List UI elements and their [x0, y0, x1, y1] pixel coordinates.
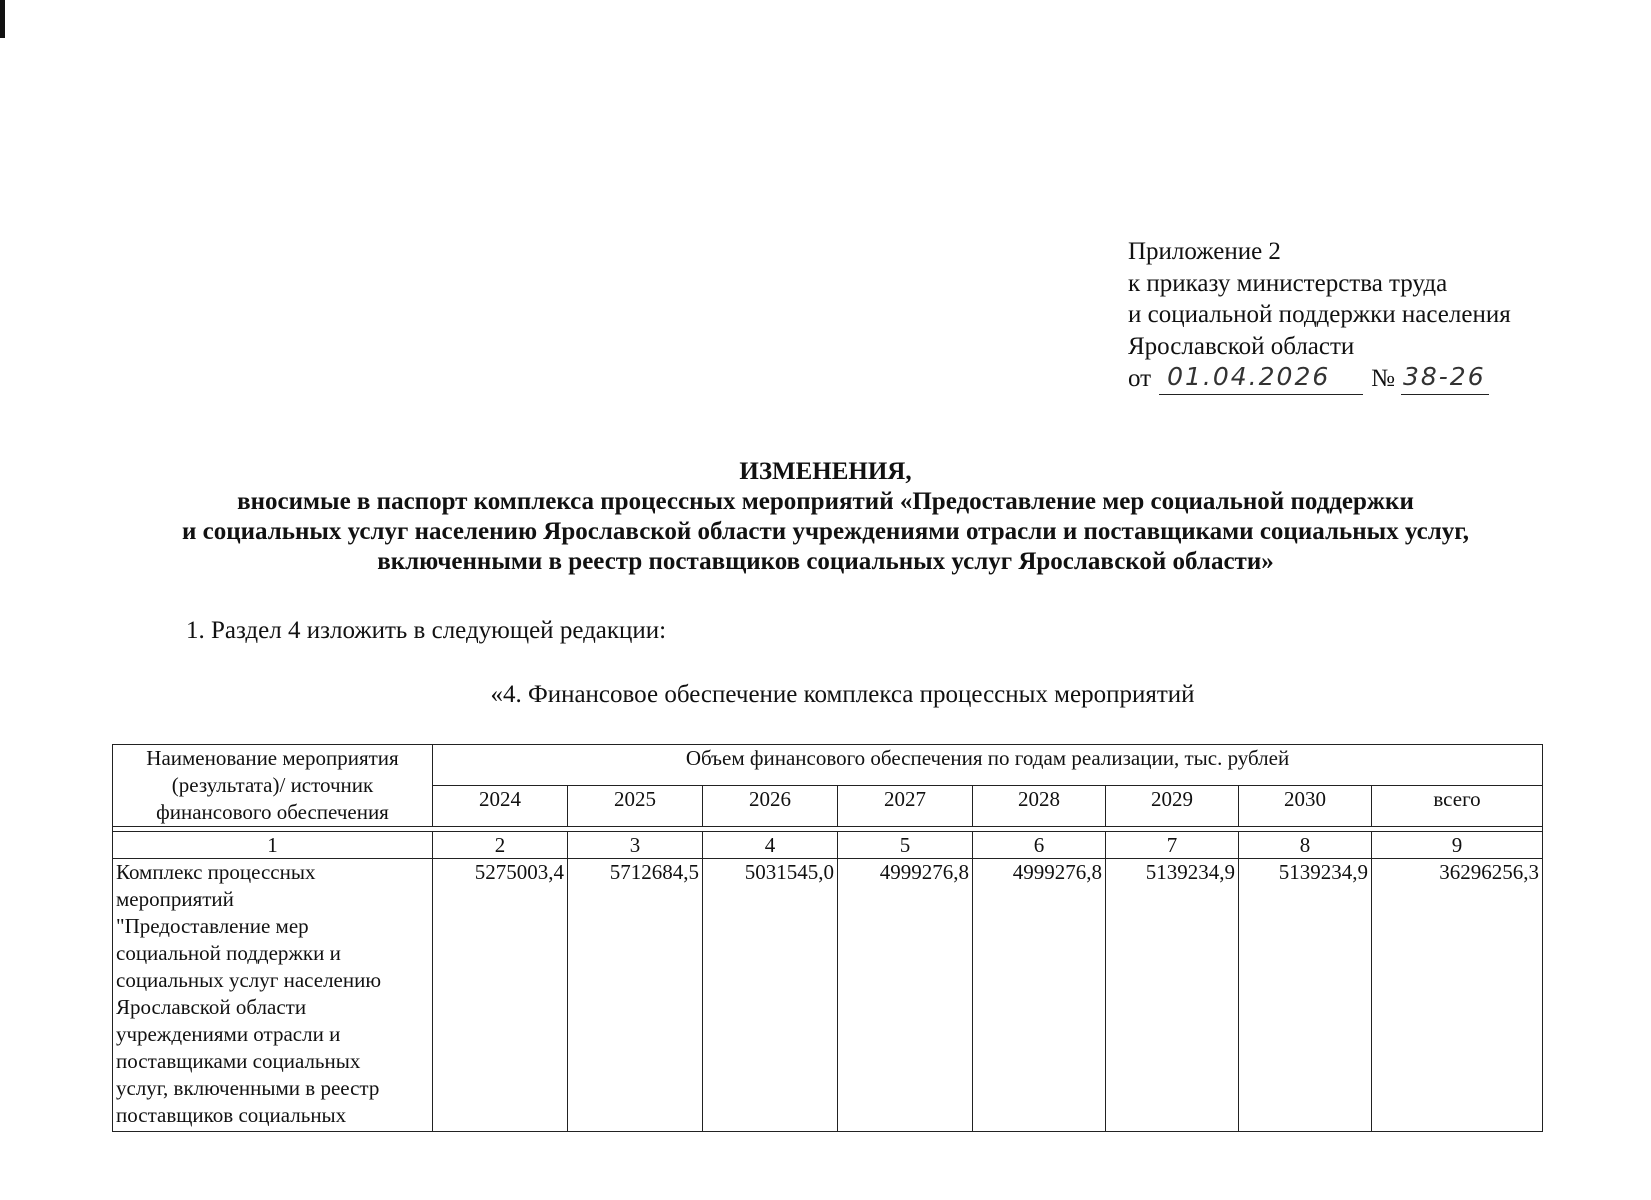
- column-number: 6: [973, 832, 1106, 859]
- header-row-top: [113, 745, 1543, 786]
- appendix-line: Ярославской области: [1128, 332, 1355, 360]
- document-title: ИЗМЕНЕНИЯ,: [739, 458, 912, 485]
- appendix-line: и социальной поддержки населения: [1128, 301, 1511, 328]
- instruction-paragraph: 1. Раздел 4 изложить в следующей редакции:: [186, 617, 667, 644]
- year-header: 2028: [973, 786, 1106, 827]
- row-name-line: социальных услуг населению: [116, 968, 382, 992]
- subtitle-line: включенными в реестр поставщиков социальных услуг Ярославской области»: [377, 548, 1274, 575]
- appendix-block: [1128, 236, 1511, 395]
- date-field: [1159, 362, 1363, 395]
- year-header: 2026: [703, 786, 838, 827]
- date-prefix: от: [1128, 365, 1152, 392]
- subtitle-line: и социальных услуг населению Ярославской области учреждениями отрасли и поставщиками социальных услуг,: [181, 518, 1470, 545]
- year-header: 2025: [568, 786, 703, 827]
- year-header: 2030: [1239, 786, 1372, 827]
- scan-edge-mark: [0, 0, 5, 38]
- column-number: 7: [1106, 832, 1239, 859]
- row-name-line: мероприятий: [116, 887, 234, 911]
- handwritten-date: 01.04.2026: [1167, 362, 1331, 391]
- total-value-cell: 36296256,3: [1372, 859, 1543, 1132]
- header-line: Наименование мероприятия: [146, 746, 399, 770]
- row-name-line: поставщиками социальных: [116, 1049, 361, 1073]
- financing-table: [112, 744, 1543, 1132]
- row-name-line: социальной поддержки и: [116, 941, 341, 965]
- value-cell: 5139234,9: [1106, 859, 1239, 1132]
- appendix-line: Приложение 2: [1128, 238, 1281, 265]
- column-number-row: [113, 832, 1543, 859]
- year-header: 2027: [838, 786, 973, 827]
- row-name-line: учреждениями отрасли и: [116, 1022, 341, 1046]
- subtitle-line: вносимые в паспорт комплекса процессных мероприятий «Предоставление мер социальной поддержки: [237, 488, 1414, 515]
- column-number: 3: [568, 832, 703, 859]
- value-cell: 5712684,5: [568, 859, 703, 1132]
- row-name-line: услуг, включенными в реестр: [116, 1076, 380, 1100]
- value-cell: 4999276,8: [973, 859, 1106, 1132]
- order-date-number-line: [1128, 362, 1511, 395]
- row-name-line: Комплекс процессных: [116, 860, 316, 884]
- column-number: 9: [1372, 832, 1543, 859]
- section-title: «4. Финансовое обеспечение комплекса процессных мероприятий: [490, 681, 1195, 708]
- value-cell: 4999276,8: [838, 859, 973, 1132]
- number-label: №: [1371, 365, 1395, 392]
- column-number: 4: [703, 832, 838, 859]
- year-header: 2024: [433, 786, 568, 827]
- value-cell: 5031545,0: [703, 859, 838, 1132]
- column-number: 8: [1239, 832, 1372, 859]
- handwritten-number: 38-26: [1402, 362, 1486, 391]
- document-subtitle: [0, 487, 1651, 577]
- row-name-cell: [113, 859, 433, 1132]
- value-cell: 5275003,4: [433, 859, 568, 1132]
- column-number: 1: [113, 832, 433, 859]
- column-number: 5: [838, 832, 973, 859]
- table-row: [113, 859, 1543, 1132]
- total-header: всего: [1372, 786, 1543, 827]
- row-name-line: поставщиков социальных: [116, 1103, 347, 1127]
- number-field: [1401, 362, 1489, 395]
- volume-header: Объем финансового обеспечения по годам реализации, тыс. рублей: [433, 745, 1543, 786]
- column-number: 2: [433, 832, 568, 859]
- appendix-line: к приказу министерства труда: [1128, 269, 1448, 297]
- year-header: 2029: [1106, 786, 1239, 827]
- header-line: (результата)/ источник: [171, 773, 374, 797]
- value-cell: 5139234,9: [1239, 859, 1372, 1132]
- name-column-header: [113, 745, 433, 827]
- row-name-line: Ярославской области: [116, 995, 307, 1019]
- row-name-line: "Предоставление мер: [116, 914, 309, 938]
- header-line: финансового обеспечения: [156, 800, 389, 824]
